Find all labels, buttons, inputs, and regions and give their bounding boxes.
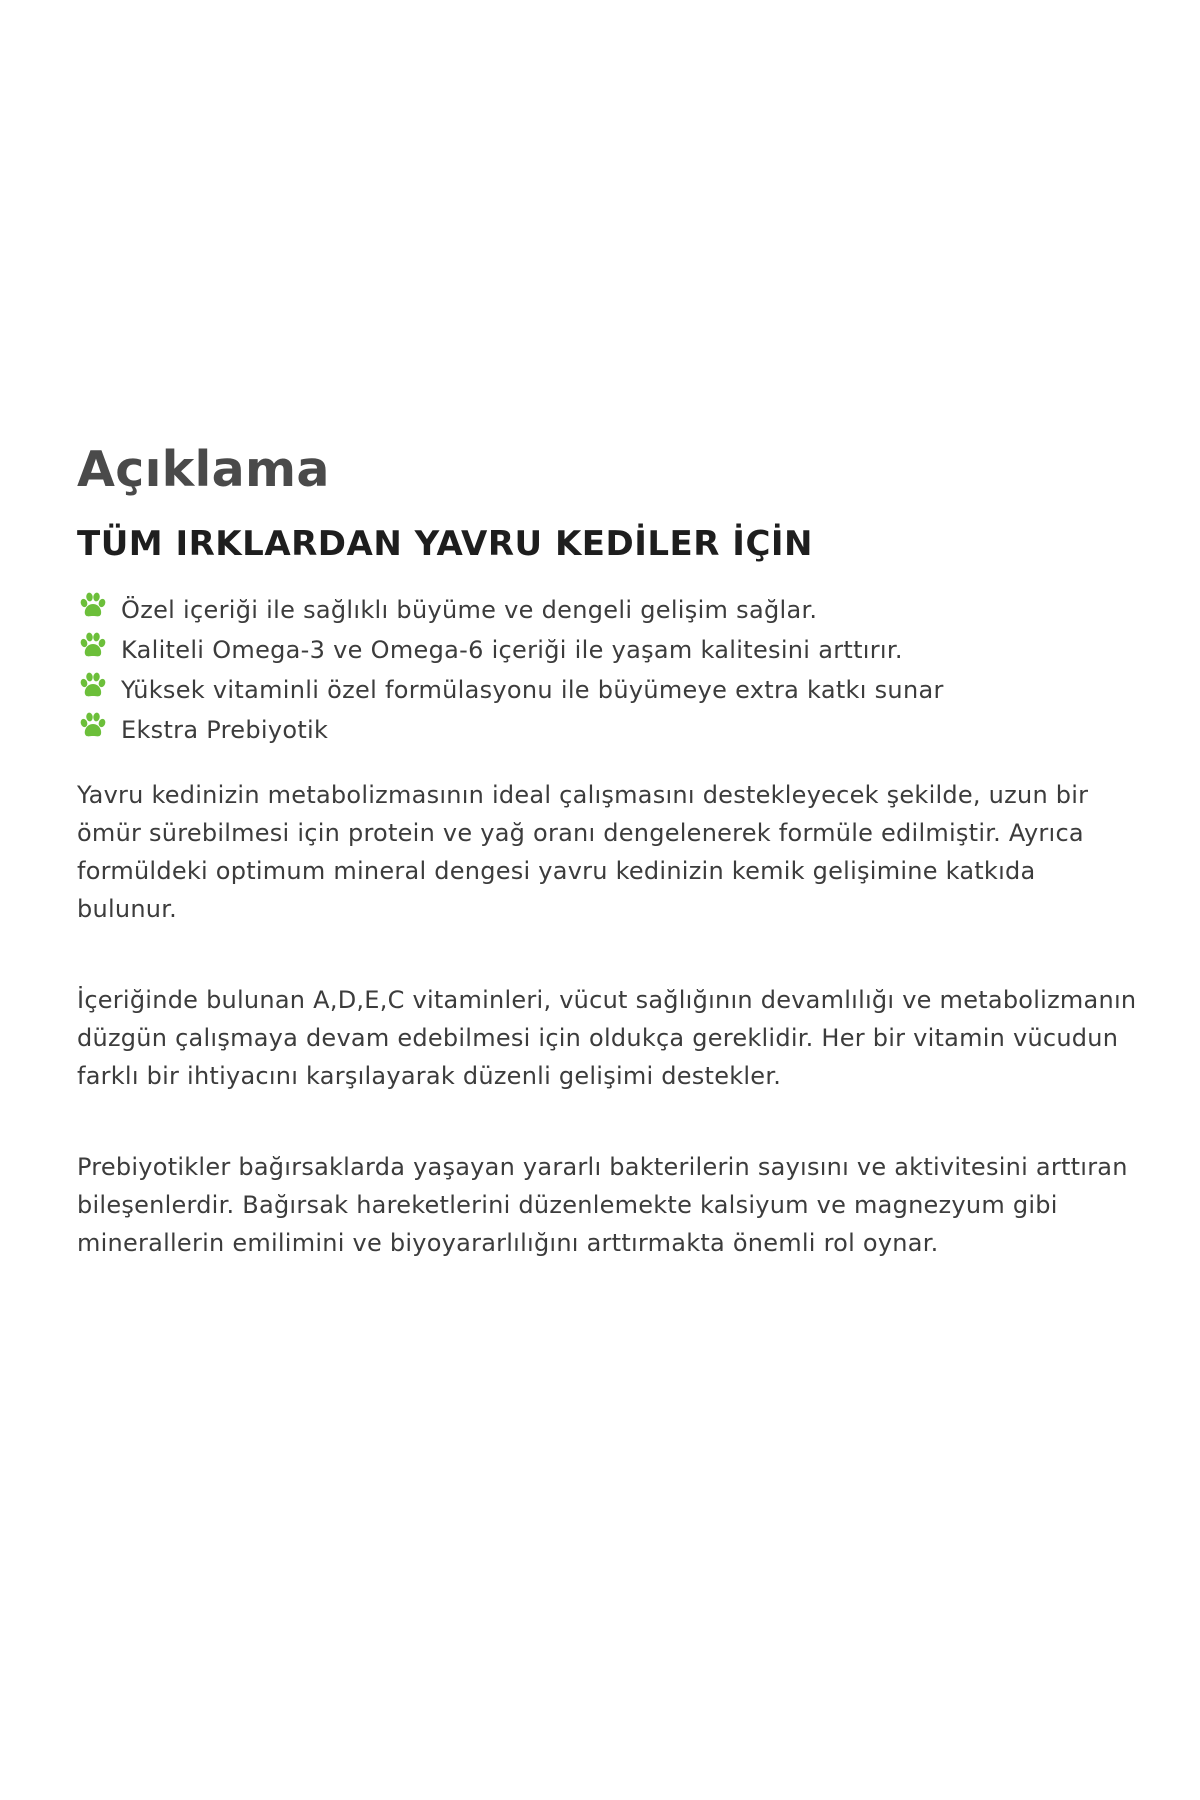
paw-icon xyxy=(77,670,109,702)
paragraph-metabolism: Yavru kedinizin metabolizmasının ideal çalışmasını destekleyecek şekilde, uzun bir ömür sürebilmesi için protein ve yağ oranı dengelenerek formüle edilmiştir. Ayrıca formüldeki optimum mineral dengesi yavru kedinizin kemik gelişimine katkıda bulunur. xyxy=(77,781,1089,923)
feature-text: Ekstra Prebiyotik xyxy=(121,716,329,744)
feature-text: Kaliteli Omega-3 ve Omega-6 içeriği ile yaşam kalitesini arttırır. xyxy=(121,636,903,664)
paragraph-vitamins: İçeriğinde bulunan A,D,E,C vitaminleri, vücut sağlığının devamlılığı ve metabolizmanın düzgün çalışmaya devam edebilmesi için oldukça gereklidir. Her bir vitamin vücudun farklı bir ihtiyacını karşılayarak düzenli gelişimi destekler. xyxy=(77,986,1137,1090)
feature-list xyxy=(77,590,1137,750)
paw-icon xyxy=(77,710,109,742)
product-subtitle: TÜM IRKLARDAN YAVRU KEDİLER İÇİN xyxy=(77,524,814,564)
paw-icon xyxy=(77,590,109,622)
list-item xyxy=(77,630,1137,670)
feature-text: Özel içeriği ile sağlıklı büyüme ve dengeli gelişim sağlar. xyxy=(121,596,818,624)
feature-text: Yüksek vitaminli özel formülasyonu ile büyümeye extra katkı sunar xyxy=(121,676,944,704)
section-title: Açıklama xyxy=(77,441,330,498)
paw-icon xyxy=(77,630,109,662)
list-item xyxy=(77,710,1137,750)
paragraph-prebiotics: Prebiyotikler bağırsaklarda yaşayan yararlı bakterilerin sayısını ve aktivitesini arttıran bileşenlerdir. Bağırsak hareketlerini düzenlemekte kalsiyum ve magnezyum gibi minerallerin emilimini ve biyoyararlılığını arttırmakta önemli rol oynar. xyxy=(77,1153,1128,1257)
list-item xyxy=(77,670,1137,710)
description-section xyxy=(77,440,1137,1262)
list-item xyxy=(77,590,1137,630)
